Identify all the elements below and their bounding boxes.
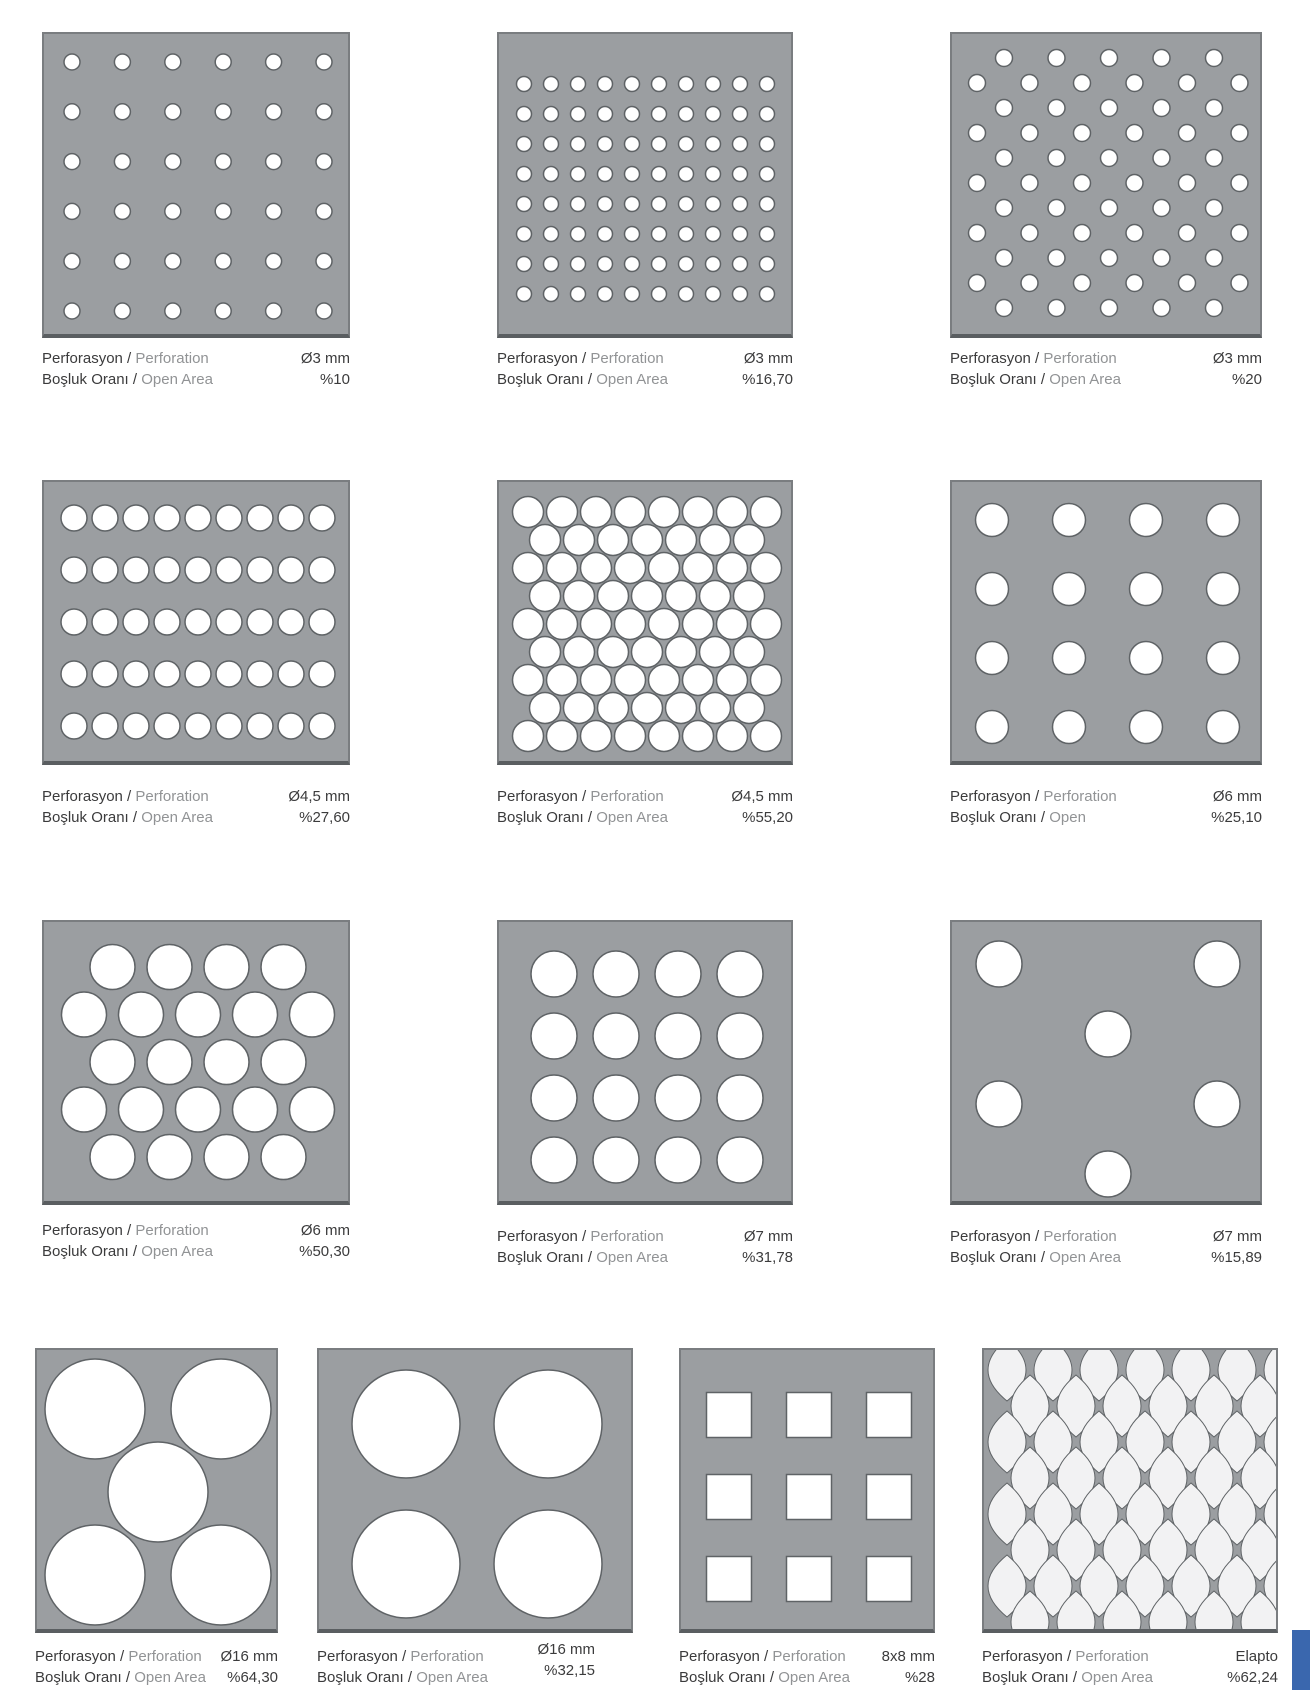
hole-size-value: Ø7 mm xyxy=(1212,1228,1262,1245)
perforation-label-tr: Perforasyon xyxy=(950,1228,1031,1245)
perforation-label-tr: Perforasyon xyxy=(42,1222,123,1239)
open-area-label-tr: Boşluk Oranı xyxy=(950,1249,1037,1266)
swatch-caption-d6-503 xyxy=(42,1220,350,1262)
hole-size-value: Ø3 mm xyxy=(743,350,793,367)
perforation-label-tr: Perforasyon xyxy=(317,1648,398,1665)
perforation-swatch-d3-167 xyxy=(497,32,793,338)
caption-values xyxy=(1211,786,1262,828)
open-area-label-en: Open Area xyxy=(596,371,668,388)
caption-names xyxy=(35,1646,206,1688)
perforation-label-en: Perforation xyxy=(1075,1648,1149,1665)
separator: / xyxy=(122,350,136,367)
separator: / xyxy=(1036,371,1050,388)
open-area-label-en: Open Area xyxy=(141,371,213,388)
open-area-label-tr: Boşluk Oranı xyxy=(497,1249,584,1266)
swatch-caption-elapto xyxy=(982,1646,1278,1688)
hole-size-value: Ø3 mm xyxy=(300,350,350,367)
perforation-swatch-d6-503 xyxy=(42,920,350,1205)
separator: / xyxy=(1030,1228,1044,1245)
open-area-label-en: Open Area xyxy=(141,1243,213,1260)
caption-names xyxy=(42,1220,213,1262)
perforation-swatch-d45-552 xyxy=(497,480,793,765)
open-area-label-tr: Boşluk Oranı xyxy=(35,1669,122,1686)
perforation-label-tr: Perforasyon xyxy=(497,350,578,367)
caption-values xyxy=(882,1646,935,1688)
caption-names xyxy=(42,786,213,828)
perforation-label-tr: Perforasyon xyxy=(497,1228,578,1245)
separator: / xyxy=(397,1648,411,1665)
open-area-label-tr: Boşluk Oranı xyxy=(42,371,129,388)
open-area-label-en: Open Area xyxy=(134,1669,206,1686)
open-area-value: %20 xyxy=(1231,371,1262,388)
swatch-caption-d3-10 xyxy=(42,348,350,390)
perforation-label-en: Perforation xyxy=(590,1228,664,1245)
open-area-value: %16,70 xyxy=(742,371,793,388)
perforation-label-en: Perforation xyxy=(1043,788,1117,805)
open-area-label-en: Open Area xyxy=(596,809,668,826)
perforation-label-en: Perforation xyxy=(128,1648,202,1665)
swatch-caption-d16-643 xyxy=(35,1646,278,1688)
caption-values xyxy=(301,348,350,390)
caption-names xyxy=(317,1646,488,1688)
separator: / xyxy=(122,788,136,805)
swatch-caption-d6-251 xyxy=(950,786,1262,828)
perforation-label-tr: Perforasyon xyxy=(497,788,578,805)
perforation-label-en: Perforation xyxy=(135,1222,209,1239)
caption-values xyxy=(1227,1646,1278,1688)
caption-names xyxy=(950,1226,1121,1268)
swatch-caption-d3-167 xyxy=(497,348,793,390)
open-area-label-tr: Boşluk Oranı xyxy=(42,1243,129,1260)
hole-size-value: Ø16 mm xyxy=(220,1648,278,1665)
open-area-value: %15,89 xyxy=(1211,1249,1262,1266)
separator: / xyxy=(1068,1669,1082,1686)
swatch-caption-d45-552 xyxy=(497,786,793,828)
separator: / xyxy=(403,1669,417,1686)
perforation-swatch-d16-3215 xyxy=(317,1348,633,1633)
perforation-swatch-d3-10 xyxy=(42,32,350,338)
separator: / xyxy=(128,809,142,826)
open-area-label-tr: Boşluk Oranı xyxy=(497,809,584,826)
hole-size-value: Elapto xyxy=(1235,1648,1278,1665)
perforation-swatch-d6-251 xyxy=(950,480,1262,765)
perforation-label-tr: Perforasyon xyxy=(982,1648,1063,1665)
perforation-label-tr: Perforasyon xyxy=(42,788,123,805)
swatch-caption-d45-276 xyxy=(42,786,350,828)
open-area-value: %27,60 xyxy=(299,809,350,826)
open-area-label-tr: Boşluk Oranı xyxy=(317,1669,404,1686)
hole-size-value: Ø6 mm xyxy=(300,1222,350,1239)
open-area-label-en: Open Area xyxy=(1049,371,1121,388)
caption-values xyxy=(1211,1226,1262,1268)
open-area-value: %32,15 xyxy=(544,1662,595,1679)
open-area-value: %55,20 xyxy=(742,809,793,826)
caption-names xyxy=(497,1226,668,1268)
perforation-label-tr: Perforasyon xyxy=(950,788,1031,805)
caption-names xyxy=(950,786,1117,828)
open-area-label-en: Open Area xyxy=(1081,1669,1153,1686)
hole-size-value: 8x8 mm xyxy=(881,1648,935,1665)
caption-values xyxy=(220,1646,278,1688)
separator: / xyxy=(759,1648,773,1665)
hole-size-value: Ø3 mm xyxy=(1212,350,1262,367)
separator: / xyxy=(128,1243,142,1260)
caption-values xyxy=(731,786,793,828)
perforation-label-en: Perforation xyxy=(590,350,664,367)
open-area-label-en: Open Area xyxy=(1049,1249,1121,1266)
perforation-swatch-d7-1589 xyxy=(950,920,1262,1205)
caption-names xyxy=(42,348,213,390)
open-area-value: %25,10 xyxy=(1211,809,1262,826)
hole-size-value: Ø6 mm xyxy=(1212,788,1262,805)
caption-values xyxy=(742,1226,793,1268)
swatch-caption-d16-3215 xyxy=(317,1641,633,1688)
separator: / xyxy=(1036,809,1050,826)
caption-names xyxy=(950,348,1121,390)
caption-values xyxy=(1213,348,1262,390)
separator: / xyxy=(1062,1648,1076,1665)
open-area-label-en: Open Area xyxy=(596,1249,668,1266)
perforation-label-tr: Perforasyon xyxy=(950,350,1031,367)
perforation-swatch-sq8-28 xyxy=(679,1348,935,1633)
perforation-swatch-d3-20 xyxy=(950,32,1262,338)
perforation-label-tr: Perforasyon xyxy=(42,350,123,367)
perforation-label-tr: Perforasyon xyxy=(35,1648,116,1665)
hole-size-value: Ø4,5 mm xyxy=(731,788,793,805)
caption-values xyxy=(288,786,350,828)
perforation-swatch-d7-3178 xyxy=(497,920,793,1205)
separator: / xyxy=(577,350,591,367)
caption-values xyxy=(537,1639,595,1681)
perforation-label-en: Perforation xyxy=(772,1648,846,1665)
separator: / xyxy=(1030,350,1044,367)
caption-values xyxy=(742,348,793,390)
swatch-caption-d3-20 xyxy=(950,348,1262,390)
hole-size-value: Ø4,5 mm xyxy=(288,788,350,805)
caption-values xyxy=(299,1220,350,1262)
separator: / xyxy=(122,1222,136,1239)
separator: / xyxy=(583,371,597,388)
open-area-label-en: Open Area xyxy=(416,1669,488,1686)
open-area-value: %62,24 xyxy=(1227,1669,1278,1686)
open-area-value: %28 xyxy=(904,1669,935,1686)
open-area-label-tr: Boşluk Oranı xyxy=(679,1669,766,1686)
caption-names xyxy=(497,348,668,390)
open-area-label-tr: Boşluk Oranı xyxy=(950,809,1037,826)
separator: / xyxy=(1036,1249,1050,1266)
caption-names xyxy=(497,786,668,828)
separator: / xyxy=(583,1249,597,1266)
perforation-label-en: Perforation xyxy=(1043,1228,1117,1245)
perforation-label-en: Perforation xyxy=(135,350,209,367)
open-area-label-en: Open Area xyxy=(141,809,213,826)
perforation-label-en: Perforation xyxy=(135,788,209,805)
separator: / xyxy=(577,788,591,805)
swatch-caption-d7-1589 xyxy=(950,1226,1262,1268)
open-area-value: %64,30 xyxy=(227,1669,278,1686)
caption-names xyxy=(982,1646,1153,1688)
hole-size-value: Ø7 mm xyxy=(743,1228,793,1245)
caption-names xyxy=(679,1646,850,1688)
separator: / xyxy=(583,809,597,826)
perforation-label-en: Perforation xyxy=(590,788,664,805)
open-area-value: %50,30 xyxy=(299,1243,350,1260)
open-area-label-tr: Boşluk Oranı xyxy=(42,809,129,826)
separator: / xyxy=(115,1648,129,1665)
open-area-label-tr: Boşluk Oranı xyxy=(497,371,584,388)
perforation-swatch-d45-276 xyxy=(42,480,350,765)
separator: / xyxy=(121,1669,135,1686)
open-area-label-en: Open Area xyxy=(778,1669,850,1686)
hole-size-value: Ø16 mm xyxy=(537,1641,595,1658)
page-corner-tab xyxy=(1292,1630,1310,1690)
perforation-label-en: Perforation xyxy=(410,1648,484,1665)
open-area-label-tr: Boşluk Oranı xyxy=(950,371,1037,388)
open-area-value: %10 xyxy=(319,371,350,388)
open-area-label-en: Open xyxy=(1049,809,1086,826)
perforation-swatch-d16-643 xyxy=(35,1348,278,1633)
swatch-caption-sq8-28 xyxy=(679,1646,935,1688)
separator: / xyxy=(765,1669,779,1686)
swatch-caption-d7-3178 xyxy=(497,1226,793,1268)
separator: / xyxy=(577,1228,591,1245)
perforation-label-en: Perforation xyxy=(1043,350,1117,367)
separator: / xyxy=(1030,788,1044,805)
perforation-swatch-elapto xyxy=(982,1348,1278,1633)
open-area-label-tr: Boşluk Oranı xyxy=(982,1669,1069,1686)
open-area-value: %31,78 xyxy=(742,1249,793,1266)
perforation-label-tr: Perforasyon xyxy=(679,1648,760,1665)
separator: / xyxy=(128,371,142,388)
